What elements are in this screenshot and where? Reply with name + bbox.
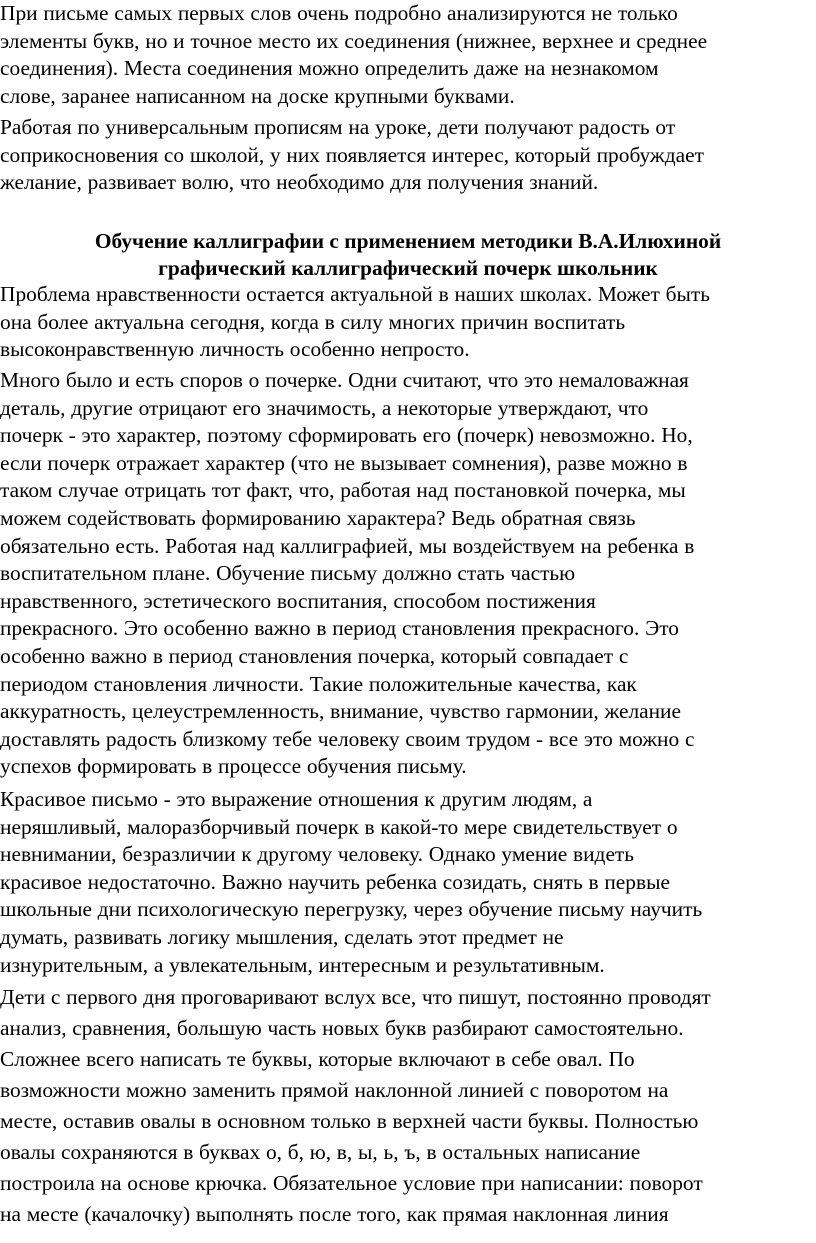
paragraph-letter-joins: При письме самых первых слов очень подробно анализируются не только элементы букв, но и точное место их соединения (нижнее, верхнее и среднее соединения). Места соединения можно определить даже на незнакомом слове, заранее написанном на доске крупными буквами. <box>0 1 708 108</box>
paragraph-beautiful-writing: Красивое письмо - это выражение отношения к другим людям, а неряшливый, малоразборчивый почерк в какой-то мере свидетельствует о невнимании, безразличии к другому человеку. Однако умение видеть красивое недостаточно. Важно научить ребенка созидать, снять в первые школьные дни психологическую перегрузку, через обучение письму научить думать, развивать логику мышления, сделать этот предмет не изнурительным, а увлекательным, интересным и результативным. <box>0 787 703 977</box>
paragraph-universal-copybooks: Работая по универсальным прописям на уроке, дети получают радость от соприкосновения со школой, у них появляется интерес, который пробуждает желание, развивает волю, что необходимо для получения знаний. <box>0 115 704 195</box>
paragraph-oval-letters: Дети с первого дня проговаривают вслух все, что пишут, постоянно проводят анализ, сравнения, большую часть новых букв разбирают самостоятельно. Сложнее всего написать те буквы, которые включают в себе овал. По возможности можно заменить прямой наклонной линией с поворотом на месте, оставив овалы в основном только в верхней части буквы. Полностью овалы сохраняются в буквах о, б, ю, в, ы, ь, ъ, в остальных написание построила на основе крючка. Обязательное условие при написании: поворот на месте (качалочку) выполнять после того, как прямая наклонная линия <box>0 985 711 1226</box>
paragraph-handwriting-debate: Много было и есть споров о почерке. Одни считают, что это немаловажная деталь, другие отрицают его значимость, а некоторые утверждают, что почерк - это характер, поэтому сформировать его (почерк) невозможно. Но, если почерк отражает характер (что не вызывает сомнения), разве можно в таком случае отрицать тот факт, что, работая над постановкой почерка, мы можем содействовать формированию характера? Ведь обратная связь обязательно есть. Работая над каллиграфией, мы воздействуем на ребенка в воспитательном плане. Обучение письму должно стать частью нравственного, эстетического воспитания, способом постижения прекрасного. Это особенно важно в период становления прекрасного. Это особенно важно в период становления почерка, который совпадает с периодом становления личности. Такие положительные качества, как аккуратность, целеустремленность, внимание, чувство гармонии, желание доставлять радость близкому тебе человеку своим трудом - все это можно с успехов формировать в процессе обучения письму. <box>0 368 695 779</box>
paragraph-morality-problem: Проблема нравственности остается актуальной в наших школах. Может быть она более актуальна сегодня, когда в силу многих причин воспитать высоконравственную личность особенно непросто. <box>0 282 711 362</box>
section-title: Обучение каллиграфии с применением методики В.А.Илюхиной графический каллиграфический почерк школьник <box>94 229 722 280</box>
